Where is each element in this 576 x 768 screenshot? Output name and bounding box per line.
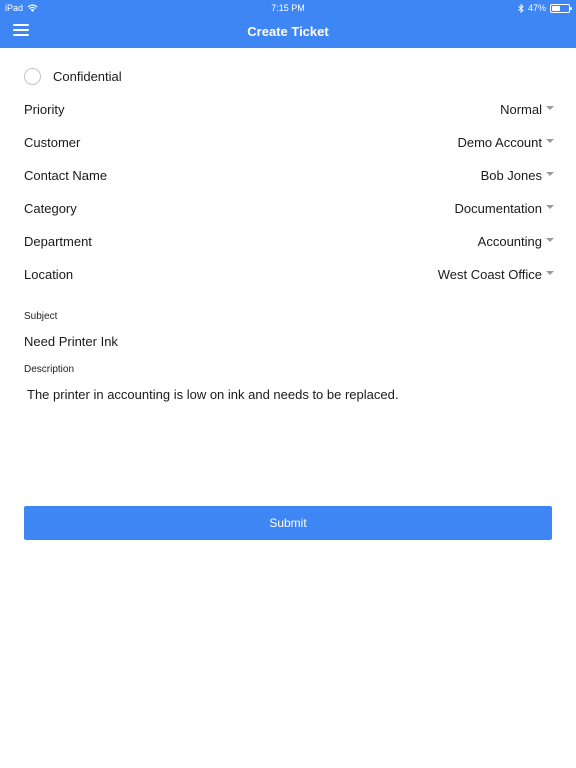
location-value: West Coast Office bbox=[437, 266, 542, 282]
submit-button[interactable]: Submit bbox=[24, 506, 552, 540]
subject-input[interactable]: Need Printer Ink bbox=[24, 334, 118, 349]
chevron-down-icon bbox=[546, 271, 554, 275]
description-textarea[interactable]: The printer in accounting is low on ink and needs to be replaced. bbox=[27, 387, 399, 402]
location-value-wrap bbox=[438, 267, 554, 282]
category-label: Category bbox=[24, 200, 77, 216]
contact-name-value: Bob Jones bbox=[480, 167, 542, 183]
category-value-wrap bbox=[455, 201, 554, 216]
department-value-wrap bbox=[478, 234, 554, 249]
status-right bbox=[518, 3, 570, 13]
department-select[interactable] bbox=[24, 230, 554, 252]
contact-name-select[interactable] bbox=[24, 164, 554, 186]
battery-tip bbox=[570, 7, 572, 10]
battery-icon bbox=[550, 4, 570, 13]
customer-value-wrap bbox=[457, 135, 554, 150]
contact-name-value-wrap bbox=[481, 168, 554, 183]
chevron-down-icon bbox=[546, 139, 554, 143]
category-value: Documentation bbox=[454, 200, 542, 216]
status-time: 7:15 PM bbox=[271, 3, 305, 13]
location-select[interactable] bbox=[24, 263, 554, 285]
battery-fill bbox=[552, 6, 560, 11]
chevron-down-icon bbox=[546, 205, 554, 209]
priority-label: Priority bbox=[24, 101, 65, 117]
chevron-down-icon bbox=[546, 238, 554, 242]
status-bar bbox=[0, 0, 576, 16]
app-header bbox=[0, 0, 576, 48]
department-value: Accounting bbox=[477, 233, 542, 249]
page-title: Create Ticket bbox=[247, 24, 329, 39]
radio-unchecked-icon[interactable] bbox=[24, 68, 41, 85]
customer-label: Customer bbox=[24, 134, 81, 150]
priority-value-wrap bbox=[500, 102, 554, 117]
confidential-label: Confidential bbox=[53, 68, 122, 84]
chevron-down-icon bbox=[546, 106, 554, 110]
device-name: iPad bbox=[5, 3, 24, 13]
bluetooth-icon bbox=[518, 4, 524, 13]
priority-select[interactable] bbox=[24, 98, 554, 120]
priority-value: Normal bbox=[500, 101, 542, 117]
customer-select[interactable] bbox=[24, 131, 554, 153]
confidential-toggle[interactable] bbox=[24, 66, 122, 86]
customer-value: Demo Account bbox=[457, 134, 542, 150]
department-label: Department bbox=[24, 233, 92, 249]
subject-label: Subject bbox=[24, 311, 58, 322]
chevron-down-icon bbox=[546, 172, 554, 176]
contact-name-label: Contact Name bbox=[24, 167, 108, 183]
category-select[interactable] bbox=[24, 197, 554, 219]
battery-percent: 47% bbox=[527, 3, 546, 13]
location-label: Location bbox=[24, 266, 74, 282]
description-label: Description bbox=[24, 364, 75, 375]
